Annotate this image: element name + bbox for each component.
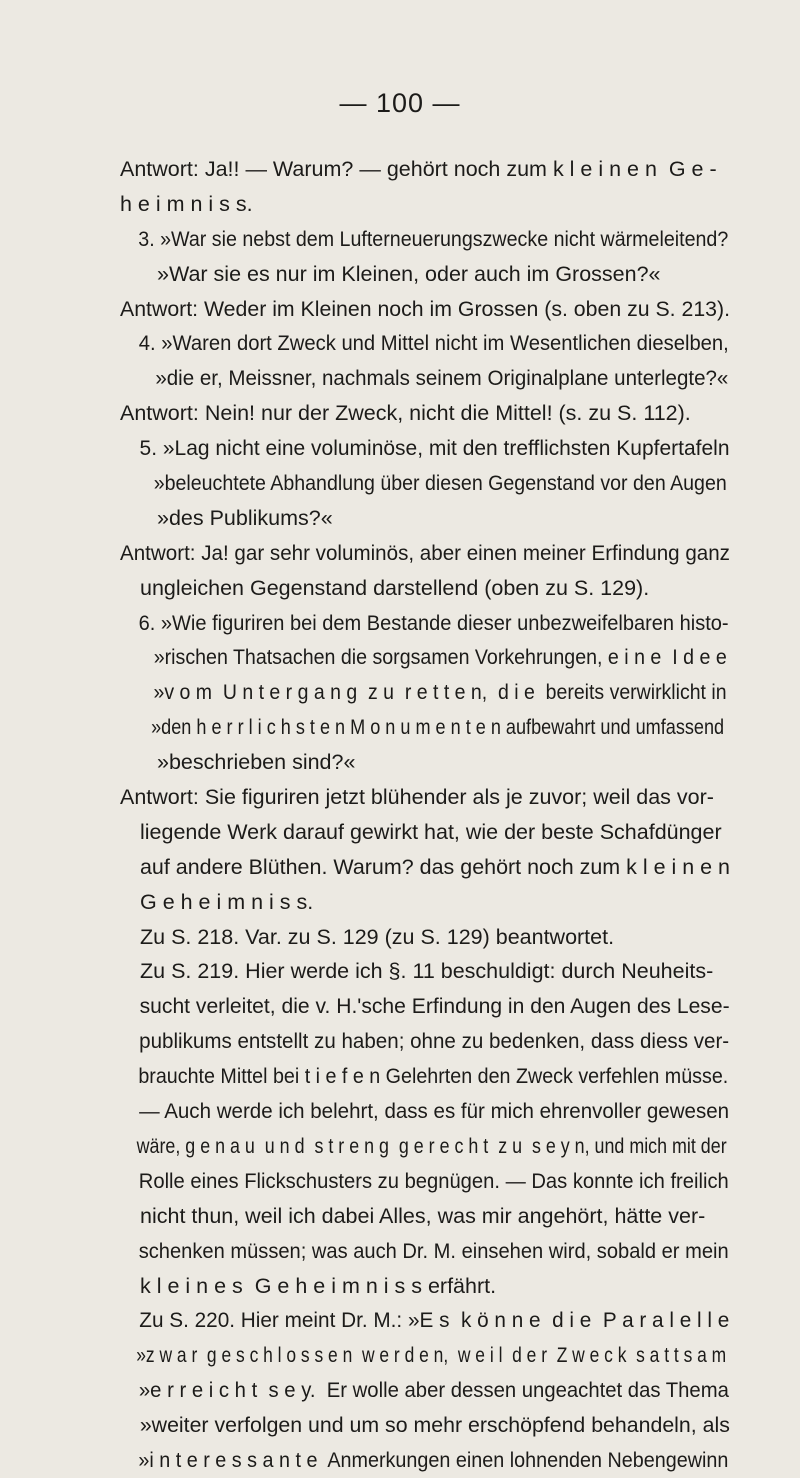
text-line: liegende Werk darauf gewirkt hat, wie der beste Schafdünger	[140, 819, 722, 844]
text-line: k l e i n e s G e h e i m n i s s erfährt.	[140, 1273, 497, 1298]
text-line: 4. »Waren dort Zweck und Mittel nicht im Wesentlichen dieselben,	[138, 331, 729, 356]
text-line: »den h e r r l i c h s t e n M o n u m e n t e n aufbewahrt und umfassend	[151, 715, 725, 740]
page-number: — 100 —	[339, 88, 461, 118]
text-line: Zu S. 220. Hier meint Dr. M.: »E s k ö n n e d i e P a r a l e l l e	[139, 1308, 730, 1333]
text-line: »i n t e r e s s a n t e Anmerkungen einen lohnenden Nebengewinn	[138, 1447, 729, 1472]
text-line: brauchte Mittel bei t i e f e n Gelehrten den Zweck verfehlen müsse.	[138, 1064, 729, 1089]
text-line: »War sie es nur im Kleinen, oder auch im Grossen?«	[157, 261, 661, 286]
text-line: Rolle eines Flickschusters zu begnügen. — Das konnte ich freilich	[138, 1168, 729, 1193]
text-line: Antwort: Nein! nur der Zweck, nicht die Mittel! (s. zu S. 112).	[120, 401, 691, 426]
text-line: »rischen Thatsachen die sorgsamen Vorkehrungen, e i n e I d e e	[153, 645, 727, 670]
text-line: 5. »Lag nicht eine voluminöse, mit den trefflichsten Kupfertafeln	[139, 436, 730, 461]
text-line: »v o m U n t e r g a n g z u r e t t e n, d i e bereits verwirklicht in	[153, 680, 727, 705]
text-line: auf andere Blüthen. Warum? das gehört noch zum k l e i n e n	[139, 854, 731, 879]
text-line: sucht verleitet, die v. H.'sche Erfindung in den Augen des Lese-	[139, 994, 730, 1019]
text-line: ungleichen Gegenstand darstellend (oben zu S. 129).	[140, 575, 650, 600]
text-line: — Auch werde ich belehrt, dass es für mich ehrenvoller gewesen	[139, 1099, 730, 1124]
text-line: G e h e i m n i s s.	[140, 889, 314, 914]
text-line: Antwort: Weder im Kleinen noch im Grossen (s. oben zu S. 213).	[120, 296, 730, 321]
text-line: Antwort: Sie figuriren jetzt blühender als je zuvor; weil das vor-	[120, 785, 714, 810]
text-line: »die er, Meissner, nachmals seinem Originalplane unterlegte?«	[155, 366, 729, 391]
text-line: »z w a r g e s c h l o s s e n w e r d e n, w e i l d e r Z w e c k s a t t s a m	[136, 1343, 727, 1368]
text-line: »beleuchtete Abhandlung über diesen Gegenstand vor den Augen	[153, 471, 727, 496]
text-line: »e r r e i c h t s e y. Er wolle aber dessen ungeachtet das Thema	[138, 1378, 729, 1403]
text-line: Zu S. 218. Var. zu S. 129 (zu S. 129) beantwortet.	[140, 924, 615, 949]
body-text	[120, 152, 730, 1478]
text-line: publikums entstellt zu haben; ohne zu bedenken, dass diess ver-	[139, 1029, 730, 1054]
text-line: Zu S. 219. Hier werde ich §. 11 beschuldigt: durch Neuheits-	[140, 959, 714, 984]
text-line: »beschrieben sind?«	[157, 750, 356, 775]
text-line: 6. »Wie figuriren bei dem Bestande dieser unbezweifelbaren histo-	[138, 610, 729, 635]
text-line: 3. »War sie nebst dem Lufterneuerungszwecke nicht wärmeleitend?	[138, 226, 729, 251]
text-line: »des Publikums?«	[157, 505, 333, 530]
text-line: Antwort: Ja! gar sehr voluminös, aber einen meiner Erfindung ganz	[120, 540, 730, 565]
text-line: h e i m n i s s.	[120, 191, 253, 216]
text-line: »weiter verfolgen und um so mehr erschöpfend behandeln, als	[139, 1413, 730, 1438]
text-line: Antwort: Ja!! — Warum? — gehört noch zum k l e i n e n G e -	[120, 157, 717, 181]
text-line: nicht thun, weil ich dabei Alles, was mir angehört, hätte ver-	[140, 1203, 706, 1228]
text-line: schenken müssen; was auch Dr. M. einsehen wird, sobald er mein	[138, 1238, 729, 1263]
text-line: wäre, g e n a u u n d s t r e n g g e r e c h t z u s e y n, und mich mit der	[136, 1133, 727, 1158]
